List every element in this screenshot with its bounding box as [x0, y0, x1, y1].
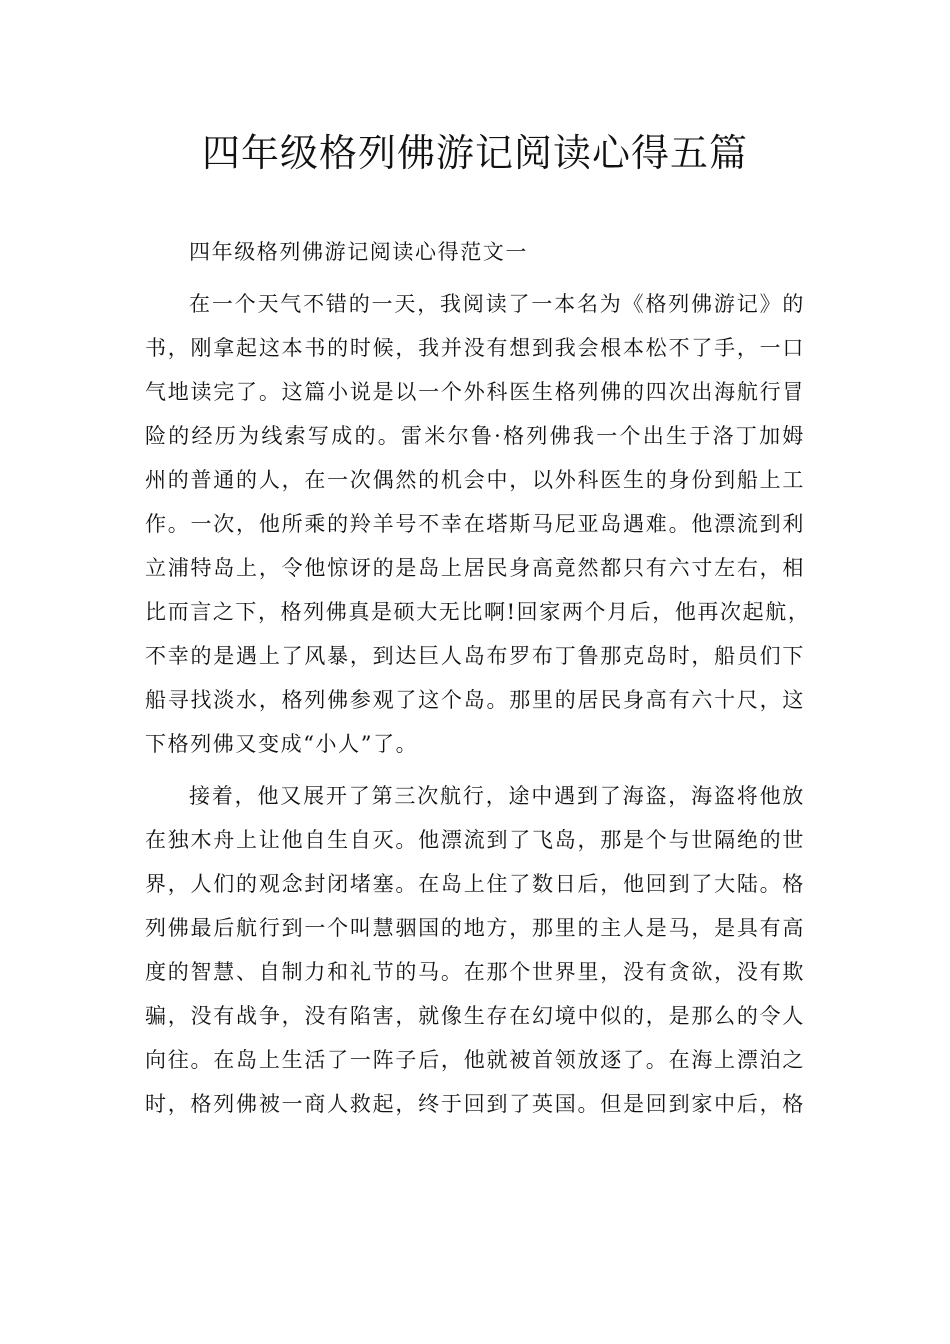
paragraph-line: 向往。在岛上生活了一阵子后，他就被首领放逐了。在海上漂泊之	[145, 1048, 805, 1072]
paragraph-2	[145, 774, 805, 1126]
paragraph-line: 下格列佛又变成“小人”了。	[145, 732, 419, 756]
paragraph-line: 接着，他又展开了第三次航行，途中遇到了海盗，海盗将他放	[189, 784, 805, 808]
document-body	[145, 230, 811, 1126]
section-subtitle: 四年级格列佛游记阅读心得范文一	[189, 240, 528, 264]
paragraph-line: 不幸的是遇上了风暴，到达巨人岛布罗布丁鲁那克岛时，船员们下	[145, 644, 805, 668]
document-title: 四年级格列佛游记阅读心得五篇	[201, 131, 748, 175]
paragraph-line: 在一个天气不错的一天，我阅读了一本名为《格列佛游记》的	[189, 292, 805, 316]
paragraph-line: 骗，没有战争，没有陷害，就像生存在幻境中似的，是那么的令人	[145, 1004, 805, 1028]
paragraph-line: 比而言之下，格列佛真是硕大无比啊!回家两个月后，他再次起航，	[145, 600, 811, 624]
paragraph-line: 列佛最后航行到一个叫慧骃国的地方，那里的主人是马，是具有高	[145, 916, 805, 940]
paragraph-line: 时，格列佛被一商人救起，终于回到了英国。但是回到家中后，格	[145, 1092, 805, 1116]
paragraph-line: 船寻找淡水，格列佛参观了这个岛。那里的居民身高有六十尺，这	[145, 688, 805, 712]
paragraph-line: 界，人们的观念封闭堵塞。在岛上住了数日后，他回到了大陆。格	[145, 872, 805, 896]
paragraph-line: 度的智慧、自制力和礼节的马。在那个世界里，没有贪欲，没有欺	[145, 960, 805, 984]
paragraph-1	[145, 282, 811, 766]
paragraph-line: 险的经历为线索写成的。雷米尔鲁·格列佛我一个出生于洛丁加姆	[145, 424, 805, 448]
paragraph-line: 在独木舟上让他自生自灭。他漂流到了飞岛，那是个与世隔绝的世	[145, 828, 805, 852]
paragraph-line: 州的普通的人，在一次偶然的机会中，以外科医生的身份到船上工	[145, 468, 805, 492]
paragraph-line: 作。一次，他所乘的羚羊号不幸在塔斯马尼亚岛遇难。他漂流到利	[145, 512, 805, 536]
paragraph-line: 立浦特岛上，令他惊讶的是岛上居民身高竟然都只有六寸左右，相	[145, 556, 805, 580]
paragraph-line: 气地读完了。这篇小说是以一个外科医生格列佛的四次出海航行冒	[145, 380, 805, 404]
paragraph-line: 书，刚拿起这本书的时候，我并没有想到我会根本松不了手，一口	[145, 336, 805, 360]
